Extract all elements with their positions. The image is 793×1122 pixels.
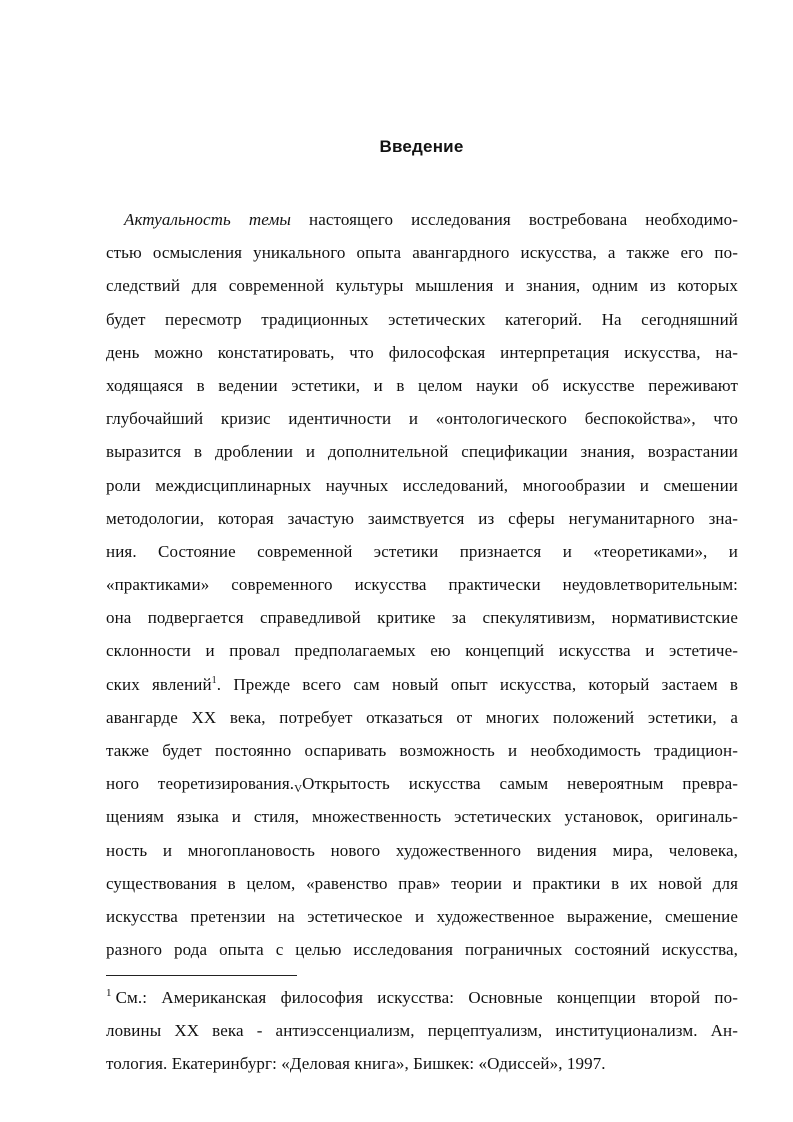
text-line: стью осмысления уникального опыта авангардного искусства, а также его по-	[106, 243, 738, 263]
footnote-number: 1	[106, 987, 112, 999]
text-line: разного рода опыта с целью исследования пограничных состояний искусства,	[106, 940, 738, 960]
text-line: глубочайший кризис идентичности и «онтологического беспокойства», что	[106, 409, 738, 429]
footnote-reference: 1	[211, 674, 217, 686]
text-line: будет пересмотр традиционных эстетических категорий. На сегодняшний	[106, 309, 738, 329]
text-line: также будет постоянно оспаривать возможность и необходимость традицион-	[106, 741, 738, 760]
text-line: авангарде XX века, потребует отказаться от многих положений эстетики, а	[106, 707, 738, 727]
text-line: ходящаяся в ведении эстетики, и в целом науки об искусстве переживают	[106, 375, 738, 395]
text-line: склонности и провал предполагаемых ею концепций искусства и эстетиче-	[106, 641, 738, 661]
text-line: ния. Состояние современной эстетики признается и «теоретиками», и	[106, 541, 738, 561]
handwritten-mark: V	[294, 783, 303, 796]
footnote-line: тология. Екатеринбург: «Деловая книга», Бишкек: «Одиссей», 1997.	[106, 1054, 606, 1074]
page-title: Введение	[379, 137, 464, 156]
text-line: методологии, которая зачастую заимствуется из сферы негуманитарного зна-	[106, 508, 738, 528]
text-line: она подвергается справедливой критике за спекулятивизм, нормативистские	[106, 608, 738, 628]
italic-phrase: Актуальность темы	[124, 210, 292, 229]
text-line: щениям языка и стиля, множественность эстетических установок, оригиналь-	[106, 807, 738, 827]
footnote	[106, 982, 738, 1082]
text-line: выразится в дроблении и дополнительной спецификации знания, возрастании	[106, 442, 738, 462]
text-line: существования в целом, «равенство прав» теории и практики в их новой для	[106, 873, 738, 893]
footnote-line: ловины XX века - антиэссенциализм, перцептуализм, институционализм. Ан-	[106, 1021, 738, 1041]
body-text	[106, 203, 738, 966]
text-line: день можно констатировать, что философская интерпретация искусства, на-	[106, 342, 738, 362]
text-line: роли междисциплинарных научных исследований, многообразии и смешении	[106, 475, 738, 495]
text-line: искусства претензии на эстетическое и художественное выражение, смешение	[106, 906, 738, 926]
text-line: ских явлений$^1$. Прежде всего сам новый опыт искусства, который застаем в	[106, 674, 739, 694]
footnote-divider	[106, 975, 297, 976]
footnote-line: $^1$ См.: Американская философия искусства: Основные концепции второй по-	[106, 987, 738, 1007]
text-line: «практиками» современного искусства практически неудовлетворительным:	[106, 575, 738, 595]
text-line: ность и многоплановость нового художественного видения мира, человека,	[106, 840, 738, 860]
text-line: следствий для современной культуры мышления и знания, одним из которых	[106, 276, 738, 296]
text-line: Актуальность темы настоящего исследования востребована необходимо-	[124, 210, 738, 229]
text-line: ного теоретизирования.VОткрытость искусства самым невероятным превра-	[106, 774, 738, 796]
